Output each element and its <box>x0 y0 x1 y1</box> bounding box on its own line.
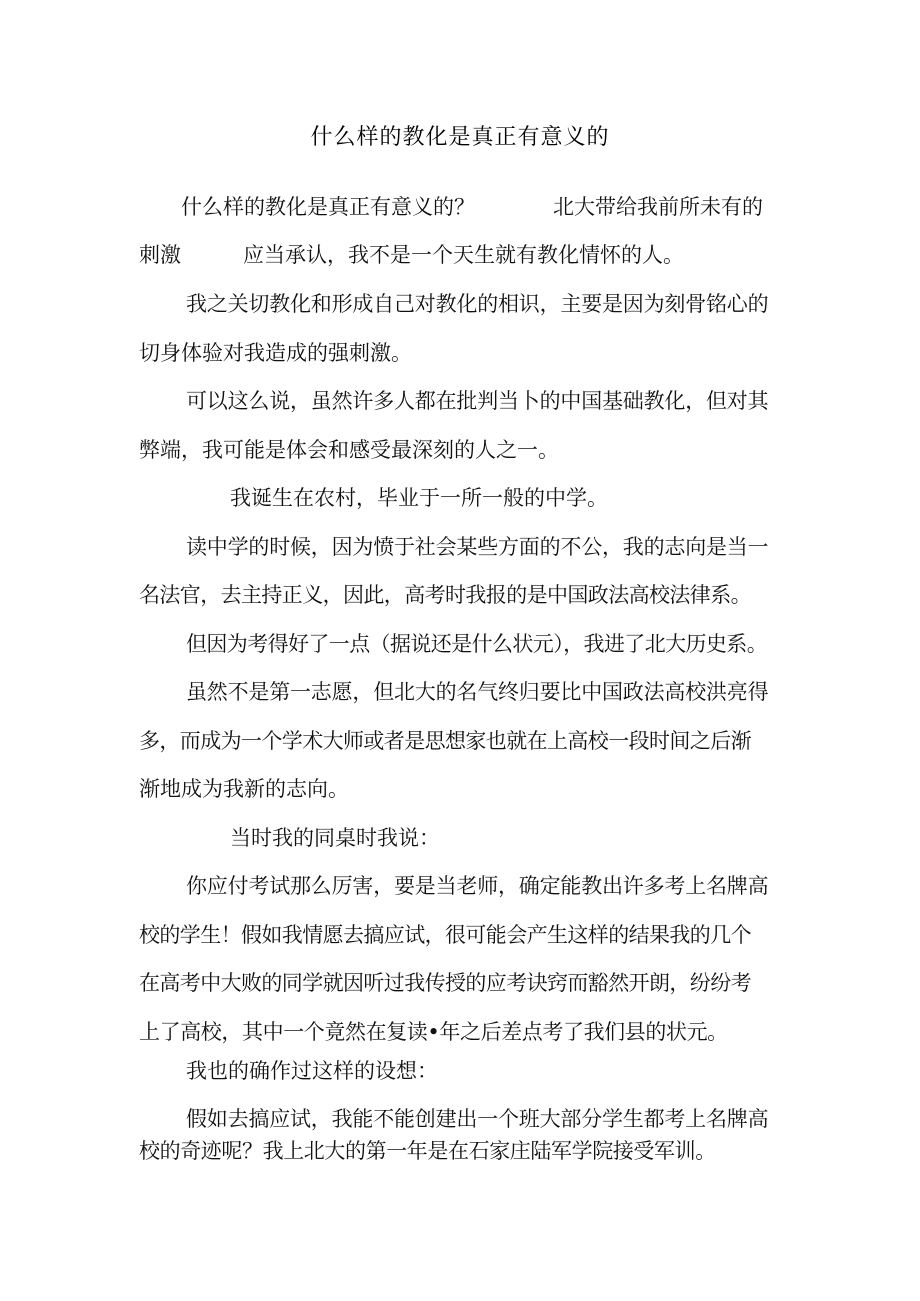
text-line-12: 多，而成为一个学术大师或者是思想家也就在上高校一段时间之后渐 <box>139 729 751 753</box>
text-line-2-part-a: 刺激 <box>139 243 181 267</box>
text-line-2-part-b: 应当承认，我不是一个天生就有教化情怀的人。 <box>243 243 684 267</box>
text-line-3: 我之关切教化和形成自己对教化的相识，主要是因为刻骨铭心的 <box>186 292 769 316</box>
text-line-1-part-b: 北大带给我前所未有的 <box>553 195 763 219</box>
text-line-13: 渐地成为我新的志向。 <box>139 777 349 801</box>
text-line-21: 校的奇迹呢？我上北大的第一年是在石家庄陆军学院接受军训。 <box>139 1139 716 1163</box>
text-line-11: 虽然不是第一志愿，但北大的名气终归要比中国政法高校洪亮得 <box>186 680 769 704</box>
text-line-7: 我诞生在农村，毕业于一所一般的中学。 <box>230 486 608 510</box>
text-line-10: 但因为考得好了一点（据说还是什么状元），我进了北大历史系。 <box>186 632 768 656</box>
text-line-1 <box>181 192 763 222</box>
text-line-20: 假如去搞应试，我能不能创建出一个班大部分学生都考上名牌高 <box>186 1107 769 1131</box>
text-line-5: 可以这么说，虽然许多人都在批判当卜的中国基础教化，但对其 <box>186 389 769 413</box>
text-line-4: 切身体验对我造成的强刺激。 <box>139 341 412 365</box>
document-title: 什么样的教化是真正有意义的 <box>310 125 610 150</box>
text-line-8: 读中学的时候，因为愤于社会某些方面的不公，我的志向是当一 <box>186 535 769 559</box>
text-line-17: 在高考中大败的同学就因听过我传授的应考诀窍而豁然开朗，纷纷考 <box>139 971 751 995</box>
text-line-16: 校的学生！假如我情愿去搞应试，很可能会产生这样的结果我的几个 <box>139 923 751 947</box>
text-line-14: 当时我的同桌时我说： <box>230 826 440 850</box>
text-line-9: 名法官，去主持正义，因此，高考时我报的是中国政法高校法律系。 <box>139 583 751 607</box>
text-line-1-part-a: 什么样的教化是真正有意义的？ <box>181 195 475 219</box>
text-line-19: 我也的确作过这样的设想： <box>186 1059 438 1083</box>
text-line-15: 你应付考试那么厉害，要是当老师，确定能教出许多考上名牌高 <box>186 874 769 898</box>
text-line-18: 上了高校，其中一个竟然在复读•年之后差点考了我们县的状元。 <box>139 1020 728 1044</box>
text-line-2 <box>139 240 684 270</box>
text-line-6: 弊端，我可能是体会和感受最深刻的人之一。 <box>139 438 559 462</box>
